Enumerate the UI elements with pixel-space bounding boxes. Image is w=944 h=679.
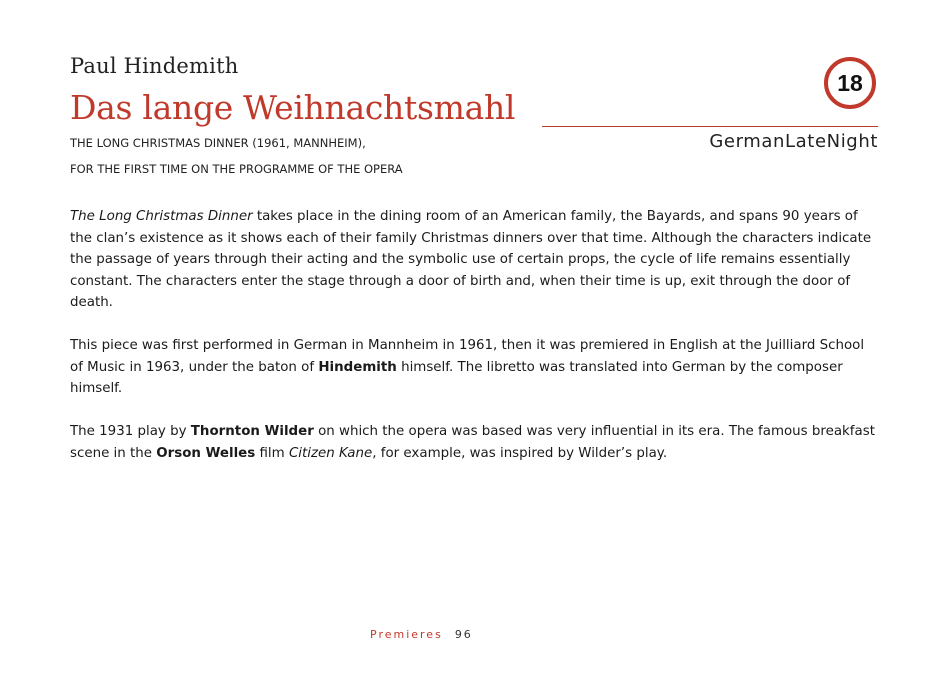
paragraph-history [70,335,880,400]
paragraph-text: himself. The libretto was translated into German by the composer himself. [70,359,843,396]
paragraph-text: on which the opera was based was very influential in its era. The famous breakfast scene in the [70,424,875,461]
opera-title: Das lange Weihnachtsmahl [70,88,516,127]
work-title-italic: The Long Christmas Dinner [70,209,253,224]
paragraph-text: , for example, was inspired by Wilder’s play. [372,445,668,461]
name-bold: Thornton Wilder [190,424,314,439]
name-bold: Orson Welles [156,445,256,461]
page-footer [370,628,473,641]
subtitle-line-2: FOR THE FIRST TIME ON THE PROGRAMME OF THE OPERA [70,162,403,176]
composer-name: Paul Hindemith [70,54,239,78]
title-underline-rule [542,126,878,127]
name-bold: Hindemith [318,359,397,375]
subtitle-line-1: THE LONG CHRISTMAS DINNER (1961, MANNHEIM), [70,136,366,150]
series-label: GermanLateNight [709,131,878,152]
paragraph-text: The 1931 play by [70,424,191,439]
paragraph-text: takes place in the dining room of an American family, the Bayards, and spans 90 years of the clan’s existence as it shows each of their family Christmas dinners over that time. Although the characters indicate the passage of years through their acting and the symbolic use of certain props, the cycle of life remains essentially constant. The characters enter the stage through a door of birth and, when their time is up, exit through the door of death. [70,209,872,310]
footer-section-label: Premieres [370,628,443,641]
badge-number: 18 [837,69,863,96]
age-rating-badge [824,57,876,109]
page-number: 96 [454,628,473,641]
film-title-italic: Citizen Kane [288,445,373,461]
paragraph-text: film [255,445,289,461]
description-body [70,206,880,486]
paragraph-synopsis [70,206,880,314]
paragraph-text: This piece was first performed in German in Mannheim in 1961, then it was premiered in English at the Juilliard School of Music in 1963, under the baton of [70,338,865,375]
paragraph-influence [70,421,880,464]
